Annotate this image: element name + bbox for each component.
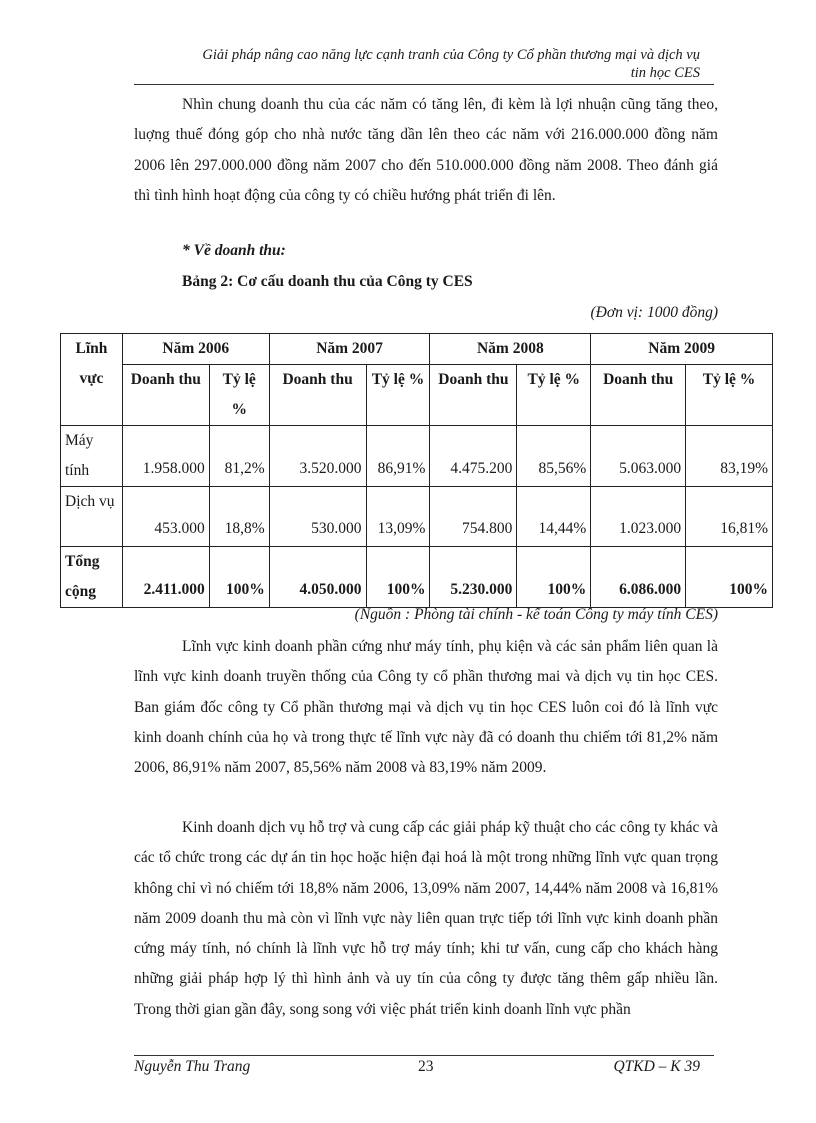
revenue-subheader: Doanh thu — [430, 365, 517, 426]
section-heading: * Về doanh thu: — [182, 242, 286, 259]
header-title-line1: Giải pháp nâng cao năng lực cạnh tranh của Công ty Cổ phần thương mại và dịch vụ — [202, 47, 700, 63]
table-cell: 81,2% — [209, 426, 269, 487]
table-total-row — [61, 547, 773, 608]
table-cell: 453.000 — [122, 487, 209, 547]
field-header: Lĩnh vực — [61, 334, 123, 426]
table-cell: 100% — [366, 547, 430, 608]
header-title-line2: tin học CES — [630, 65, 700, 81]
table-cell: 754.800 — [430, 487, 517, 547]
intro-paragraph: Nhìn chung doanh thu của các năm có tăng lên, đi kèm là lợi nhuận cũng tăng theo, luợng thuế đóng góp cho nhà nước tăng dần lên theo các năm với 216.000.000 đồng năm 2006 lên 297.000.000 đồng năm 2007 cho đến 510.000.000 đồng năm 2008. Theo đánh giá thì tình hình hoạt động của công ty có chiều hướng phát triển đi lên. — [134, 96, 718, 204]
table-cell: 530.000 — [269, 487, 366, 547]
table-cell: 85,56% — [517, 426, 591, 487]
services-paragraph: Kinh doanh dịch vụ hỗ trợ và cung cấp các giải pháp kỹ thuật cho các công ty khác và các tổ chức trong các dự án tin học hoặc hiện đại hoá là một trong những lĩnh vực quan trọng không chỉ vì nó chiếm tới 18,8% năm 2006, 13,09% năm 2007, 14,44% năm 2008 và 16,81% năm 2009 doanh thu mà còn vì lĩnh vực này liên quan trực tiếp tới lĩnh vực kinh doanh phần cứng máy tính, nó chính là lĩnh vực hỗ trợ máy tính; khi tư vấn, cung cấp cho khách hàng những giải pháp hợp lý thì hình ảnh và uy tín của công ty được tăng thêm gấp nhiều lần. Trong thời gian gần đây, song song với việc phát triển kinh doanh lĩnh vực phần — [134, 819, 718, 1018]
year-header: Năm 2008 — [430, 334, 591, 365]
footer-divider — [134, 1055, 714, 1056]
table-cell: 5.063.000 — [591, 426, 686, 487]
table-cell: 86,91% — [366, 426, 430, 487]
row-label: Tổng cộng — [61, 547, 123, 608]
table-cell: 100% — [517, 547, 591, 608]
ratio-subheader: Tỷ lệ % — [366, 365, 430, 426]
table-subheader-row — [61, 365, 773, 426]
revenue-table — [60, 333, 773, 608]
table-cell: 1.958.000 — [122, 426, 209, 487]
table-cell: 4.050.000 — [269, 547, 366, 608]
year-header: Năm 2009 — [591, 334, 773, 365]
table-cell: 83,19% — [686, 426, 773, 487]
page-header — [134, 46, 700, 82]
revenue-subheader: Doanh thu — [122, 365, 209, 426]
revenue-subheader: Doanh thu — [269, 365, 366, 426]
table-cell: 100% — [686, 547, 773, 608]
header-divider — [134, 84, 714, 85]
ratio-subheader: Tỷ lệ % — [209, 365, 269, 426]
table-cell: 2.411.000 — [122, 547, 209, 608]
source-note: (Nguồn : Phòng tài chính - kế toán Công ty máy tính CES) — [354, 606, 718, 623]
hardware-paragraph: Lĩnh vực kinh doanh phần cứng như máy tính, phụ kiện và các sản phẩm liên quan là lĩnh vực kinh doanh truyền thống của Công ty cổ phần thương mai và dịch vụ tin học CES. Ban giám đốc công ty Cổ phần thương mại và dịch vụ tin học CES luôn coi đó là lĩnh vực kinh doanh chính của họ và trong thực tế lĩnh vực này đã có doanh thu chiếm tới 81,2% năm 2006, 86,91% năm 2007, 85,56% năm 2008 và 83,19% năm 2009. — [134, 638, 718, 777]
row-label: Dịch vụ — [61, 487, 123, 547]
ratio-subheader: Tỷ lệ % — [517, 365, 591, 426]
revenue-subheader: Doanh thu — [591, 365, 686, 426]
year-header: Năm 2007 — [269, 334, 430, 365]
table-cell: 5.230.000 — [430, 547, 517, 608]
table-row — [61, 426, 773, 487]
row-label: Máy tính — [61, 426, 123, 487]
table-cell: 100% — [209, 547, 269, 608]
table-cell: 13,09% — [366, 487, 430, 547]
page-number: 23 — [418, 1058, 434, 1075]
table-header-row — [61, 334, 773, 365]
table-cell: 18,8% — [209, 487, 269, 547]
ratio-subheader: Tỷ lệ % — [686, 365, 773, 426]
footer-author: Nguyễn Thu Trang — [134, 1058, 251, 1075]
table-row — [61, 487, 773, 547]
unit-note: (Đơn vị: 1000 đồng) — [590, 304, 718, 321]
table-cell: 1.023.000 — [591, 487, 686, 547]
table-cell: 3.520.000 — [269, 426, 366, 487]
table-cell: 4.475.200 — [430, 426, 517, 487]
table-cell: 14,44% — [517, 487, 591, 547]
year-header: Năm 2006 — [122, 334, 269, 365]
footer-class-code: QTKD – K 39 — [613, 1058, 700, 1075]
table-title: Bảng 2: Cơ cấu doanh thu của Công ty CES — [182, 273, 473, 290]
table-cell: 16,81% — [686, 487, 773, 547]
table-cell: 6.086.000 — [591, 547, 686, 608]
